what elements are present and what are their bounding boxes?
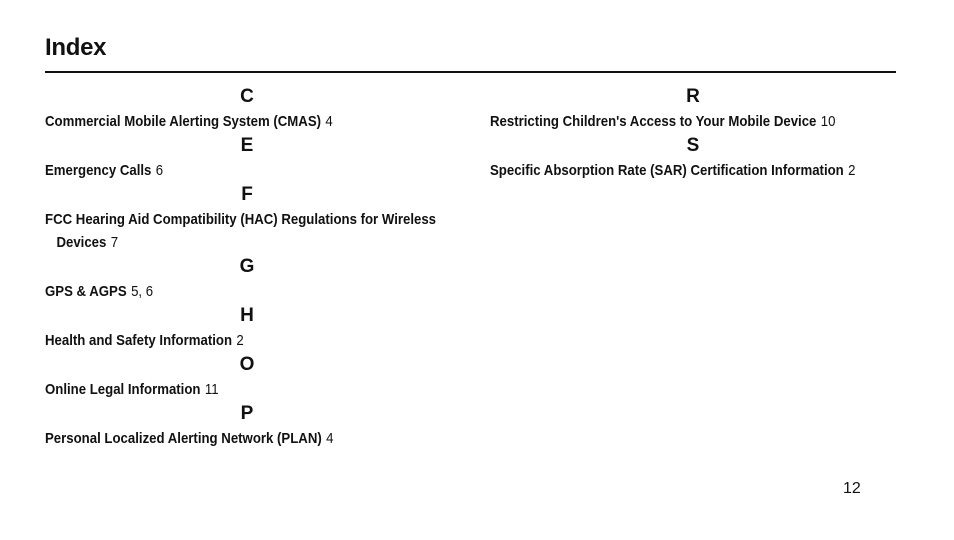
index-entry-text: Personal Localized Alerting Network (PLAN) <box>45 430 322 447</box>
index-entry-text: Emergency Calls <box>45 162 152 179</box>
index-entry-page[interactable]: 6 <box>155 162 164 179</box>
section-letter: S <box>686 135 700 156</box>
index-entry[interactable] <box>45 110 458 133</box>
index-group-g <box>45 254 449 303</box>
index-entry-text: Online Legal Information <box>45 381 201 398</box>
index-entry-text: Health and Safety Information <box>45 332 233 349</box>
index-entry[interactable] <box>45 159 458 182</box>
index-entry[interactable] <box>490 159 905 182</box>
index-entry[interactable] <box>45 280 458 303</box>
index-entry-text: Specific Absorption Rate (SAR) Certification Information <box>490 162 844 179</box>
index-entry-page[interactable]: 7 <box>110 234 119 251</box>
index-entry-page[interactable]: 5, 6 <box>131 283 154 300</box>
section-letter: C <box>240 86 254 107</box>
page-number: 12 <box>843 480 861 497</box>
index-group-r <box>490 84 896 133</box>
index-group-h <box>45 303 449 352</box>
index-column-left <box>45 84 449 450</box>
section-letter: H <box>240 305 254 326</box>
index-entry-page[interactable]: 10 <box>820 113 836 130</box>
index-entry-page[interactable]: 4 <box>326 430 334 447</box>
index-group-o <box>45 352 449 401</box>
index-entry[interactable] <box>45 208 458 254</box>
section-letter: R <box>686 86 700 107</box>
index-entry[interactable] <box>45 378 458 401</box>
index-entry-text: Restricting Children's Access to Your Mobile Device <box>490 113 817 130</box>
index-group-e <box>45 133 449 182</box>
title-divider <box>45 71 896 73</box>
index-entry-page[interactable]: 2 <box>236 332 244 349</box>
index-entry-page[interactable]: 2 <box>848 162 856 179</box>
index-entry-page[interactable]: 4 <box>325 113 333 130</box>
section-letter: P <box>240 403 254 424</box>
index-group-p <box>45 401 449 450</box>
index-entry-text: GPS & AGPS <box>45 283 127 300</box>
index-entry-text: Commercial Mobile Alerting System (CMAS) <box>45 113 322 130</box>
index-entry-text: FCC Hearing Aid Compatibility (HAC) Regulations for Wireless Devices <box>45 211 437 251</box>
index-entry[interactable] <box>45 329 458 352</box>
index-group-f <box>45 182 449 254</box>
section-letter: O <box>239 354 255 375</box>
section-letter: F <box>241 184 253 205</box>
index-entry[interactable] <box>490 110 905 133</box>
index-entry-page[interactable]: 11 <box>204 381 219 398</box>
index-group-c <box>45 84 449 133</box>
index-entry[interactable] <box>45 427 458 450</box>
index-column-right <box>490 84 896 182</box>
section-letter: E <box>240 135 254 156</box>
page-title: Index <box>45 34 107 61</box>
section-letter: G <box>239 256 255 277</box>
index-group-s <box>490 133 896 182</box>
